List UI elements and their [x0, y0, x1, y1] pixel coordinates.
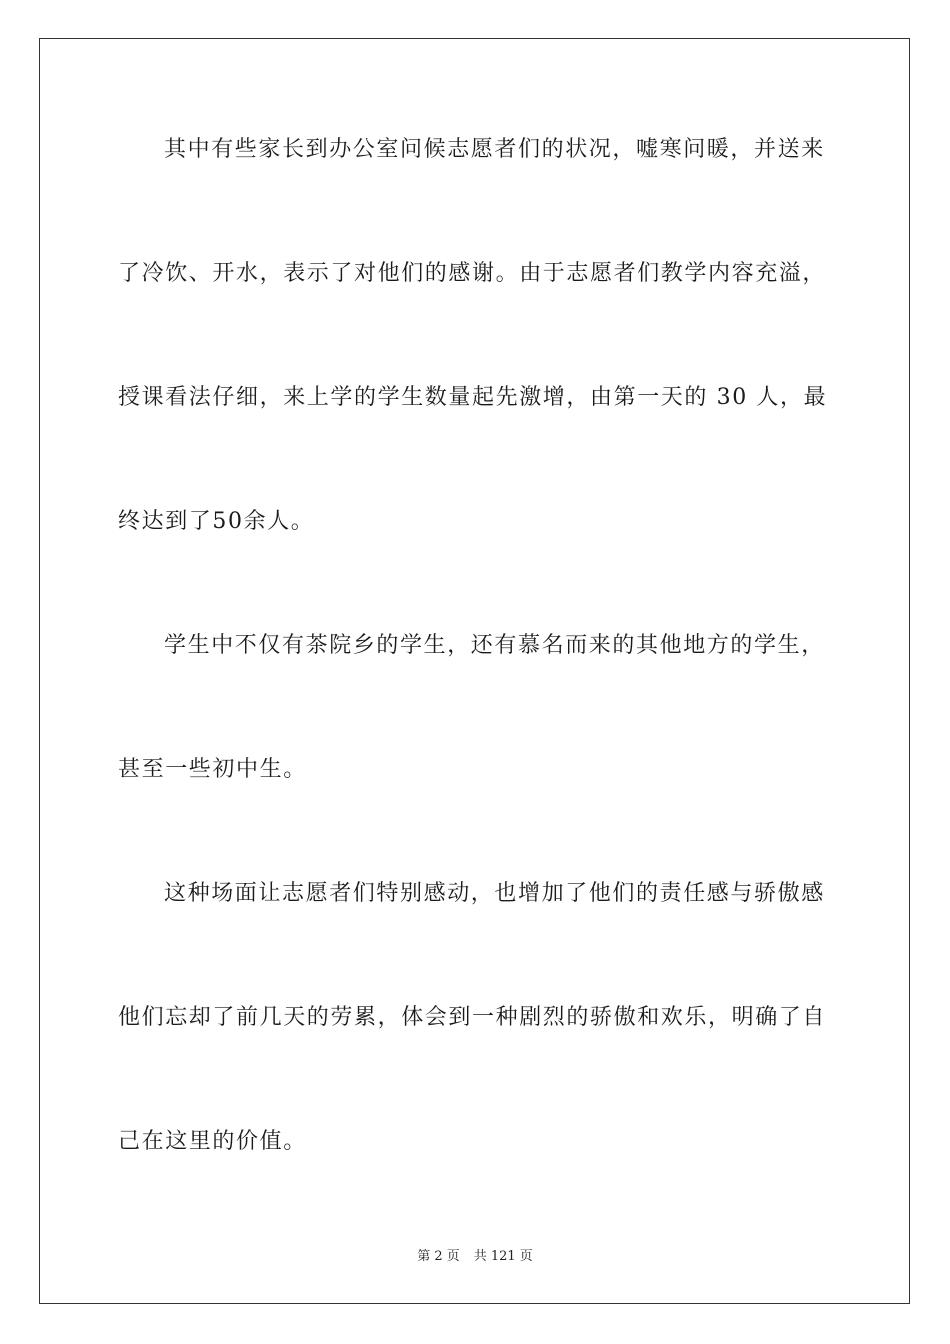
paragraph-2-line-1: 学生中不仅有茶院乡的学生，还有慕名而来的其他地方的学生， — [164, 633, 825, 658]
paragraph-1-line-1: 其中有些家长到办公室问候志愿者们的状况，嘘寒问暖，并送来 — [164, 137, 825, 162]
page-number: 第 2 页 — [417, 1249, 460, 1264]
page-border — [39, 38, 910, 1304]
paragraph-3-line-2: 他们忘却了前几天的劳累，体会到一种剧烈的骄傲和欢乐，明确了自 — [118, 1005, 827, 1030]
paragraph-1-line-4: 终达到了50余人。 — [118, 509, 315, 534]
page-footer — [0, 1248, 950, 1266]
paragraph-2-line-2: 甚至一些初中生。 — [118, 757, 307, 782]
paragraph-3-line-1: 这种场面让志愿者们特别感动，也增加了他们的责任感与骄傲感 — [164, 881, 825, 906]
paragraph-1-line-3: 授课看法仔细，来上学的学生数量起先激增，由第一天的 30 人，最 — [118, 385, 828, 410]
paragraph-3-line-3: 己在这里的价值。 — [118, 1129, 307, 1154]
paragraph-1-line-2: 了冷饮、开水，表示了对他们的感谢。由于志愿者们教学内容充溢， — [118, 261, 827, 286]
total-pages: 共 121 页 — [473, 1249, 533, 1264]
